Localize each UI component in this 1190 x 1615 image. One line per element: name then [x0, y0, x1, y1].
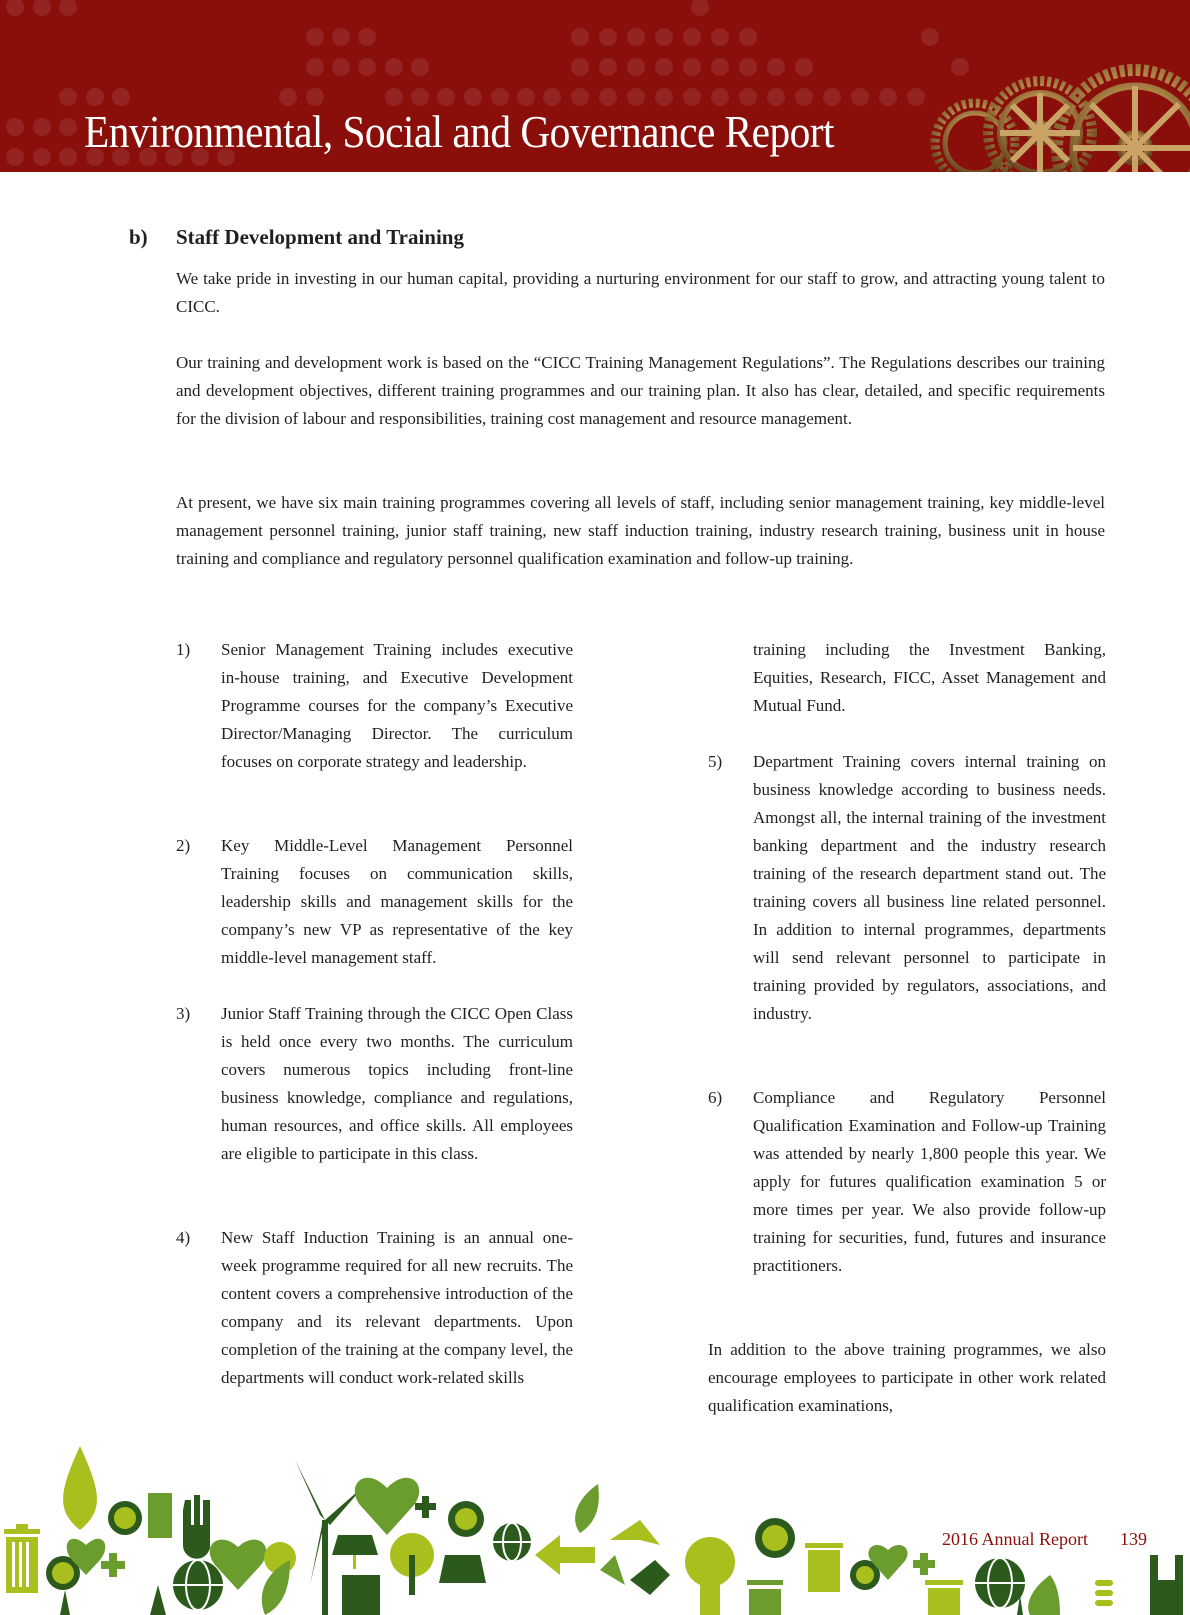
arrow-icon	[535, 1535, 595, 1575]
leaf-icon	[63, 1446, 97, 1530]
leaf-icon	[575, 1484, 599, 1533]
heart-icon	[355, 1478, 419, 1535]
water-drop-icon	[60, 1590, 70, 1615]
programme-4-continuation: training including the Investment Banking, Equities, Research, FICC, Asset Management and Mutual Fund.	[753, 640, 1106, 715]
programme-number: 4)	[176, 1228, 191, 1247]
recycle-icon	[630, 1560, 670, 1595]
plus-icon	[913, 1553, 935, 1575]
globe-icon	[493, 1523, 531, 1561]
intro-paragraph: We take pride in investing in our human capital, providing a nurturing environment for our staff to grow, and attracting young talent to CICC.	[176, 269, 1105, 316]
programme-number: 5)	[708, 752, 723, 771]
closing-paragraph: In addition to the above training programmes, we also encourage employees to participate in other work related qualification examinations,	[708, 1340, 1106, 1415]
footer-report-label: 2016 Annual Report	[942, 1529, 1088, 1549]
plus-icon	[415, 1496, 436, 1518]
water-drop-icon	[150, 1585, 166, 1615]
page-number: 139	[1120, 1529, 1147, 1549]
section-label: b)	[129, 225, 148, 249]
regulations-paragraph: Our training and development work is based on the “CICC Training Management Regulations”. The Regulations describes our training and development objectives, different training programmes and our training plan. It also has clear, detailed, and specific requirements for the division of labour and responsibilities, training cost management and resource management.	[176, 353, 1105, 428]
recycle-bag-icon	[148, 1493, 172, 1538]
solar-panel-icon	[332, 1535, 378, 1569]
programme-text: Junior Staff Training through the CICC Open Class is held once every two months. The curriculum covers numerous topics including front-line business knowledge, compliance and regulations, human resources, and office skills. All employees are eligible to participate in this class.	[221, 1004, 573, 1163]
programme-text: Senior Management Training includes executive in-house training, and Executive Development Programme courses for the company’s Executive Director/Managing Director. The curriculum focuses on corporate strategy and leadership.	[221, 640, 573, 771]
page-header-title: Environmental, Social and Governance Report	[84, 107, 834, 157]
programme-number: 3)	[176, 1004, 191, 1023]
programme-number: 1)	[176, 640, 191, 659]
trash-bin-icon	[805, 1543, 843, 1592]
programme-number: 6)	[708, 1088, 723, 1107]
globe-icon	[975, 1558, 1025, 1608]
recycle-icon	[610, 1520, 660, 1545]
section-title: Staff Development and Training	[176, 225, 464, 249]
programme-text: Compliance and Regulatory Personnel Qualification Examination and Follow-up Training was attended by nearly 1,800 people this year. We apply for futures qualification examination 5 or more times per year. We also provide follow-up training for securities, fund, futures and insurance practitioners.	[753, 1088, 1106, 1275]
programme-number: 2)	[176, 836, 191, 855]
globe-icon	[173, 1560, 223, 1610]
recycle-bag-icon	[1150, 1555, 1183, 1615]
trash-bin-icon	[925, 1580, 963, 1615]
lightbulb-icon	[685, 1537, 735, 1615]
solar-panel-icon	[439, 1555, 486, 1583]
trash-bin-icon	[747, 1580, 783, 1615]
hand-icon	[183, 1495, 210, 1559]
tree-icon	[390, 1533, 434, 1595]
programme-text: New Staff Induction Training is an annual one-week programme required for all new recruits. The content covers a comprehensive introduction of the company and its relevant departments. Upon completion of the training at the company level, the departments will conduct work-related skills	[221, 1228, 573, 1387]
eco-icons-footer-decoration	[0, 1440, 1190, 1615]
sun-icon	[108, 1501, 142, 1535]
programme-text: Key Middle-Level Management Personnel Training focuses on communication skills, leadership skills and management skills for the company’s new VP as representative of the key middle-level management staff.	[221, 836, 573, 967]
recycle-bag-icon	[342, 1575, 380, 1615]
sun-icon	[448, 1501, 484, 1537]
programmes-overview-paragraph: At present, we have six main training programmes covering all levels of staff, including senior management training, key middle-level management personnel training, junior staff training, new staff induction training, industry research training, business unit in house training and compliance and regulatory personnel qualification examination and follow-up training.	[176, 493, 1105, 568]
header-banner	[0, 0, 1190, 172]
programme-text: Department Training covers internal training on business knowledge according to business needs. Amongst all, the internal training of the investment banking department and the industry research training of the research department stand out. The training covers all business line related personnel. In addition to internal programmes, departments will send relevant personnel to participate in training provided by regulators, associations, and industry.	[753, 752, 1106, 1023]
plus-icon	[101, 1553, 125, 1577]
gears-icon	[900, 38, 1190, 172]
sun-icon	[755, 1518, 795, 1558]
lightbulb-icon	[1095, 1580, 1113, 1606]
leaf-icon	[1028, 1575, 1060, 1615]
